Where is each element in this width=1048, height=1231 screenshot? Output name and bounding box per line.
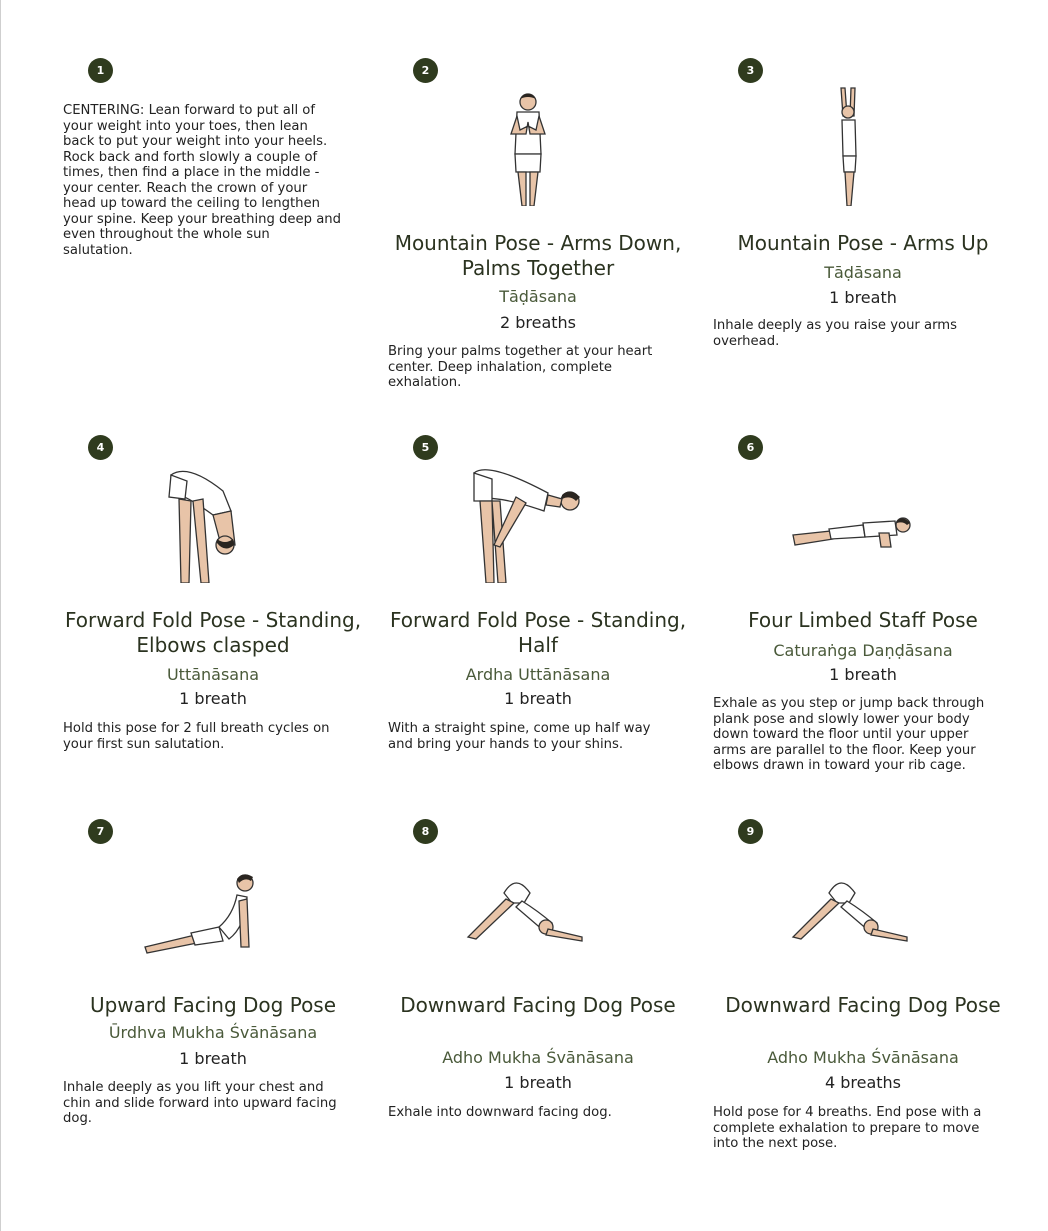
pose-breaths: 1 breath	[179, 1049, 247, 1068]
pose-description: Inhale deeply as you lift your chest and chin and slide forward into upward facing dog.	[63, 1080, 337, 1126]
pose-title: Downward Facing Dog Pose	[400, 993, 676, 1017]
pose-description: Exhale into downward facing dog.	[388, 1105, 612, 1120]
pose-sanskrit-name: Ūrdhva Mukha Śvānāsana	[108, 1023, 318, 1042]
pose-breaths: 1 breath	[829, 665, 897, 684]
page-edge	[0, 0, 1, 1231]
half-forward-fold-figure	[388, 453, 688, 583]
chaturanga-figure	[713, 453, 1013, 583]
step-number-badge: 5	[413, 435, 438, 460]
pose-sanskrit-name: Caturaṅga Daṇḍāsana	[773, 641, 953, 660]
step-number-badge: 1	[88, 58, 113, 83]
pose-breaths: 4 breaths	[824, 1073, 902, 1092]
pose-description: Inhale deeply as you raise your arms overhead.	[713, 318, 958, 349]
downward-dog-figure	[388, 837, 688, 967]
pose-description: Bring your palms together at your heart center. Deep inhalation, complete exhalation.	[388, 344, 653, 390]
pose-title: Mountain Pose - Arms Down, Palms Together	[394, 231, 682, 280]
pose-description: With a straight spine, come up half way and bring your hands to your shins.	[388, 721, 651, 752]
pose-breaths: 2 breaths	[499, 313, 577, 332]
pose-sanskrit-name: Ardha Uttānāsana	[465, 665, 611, 684]
pose-title: Four Limbed Staff Pose	[748, 608, 978, 632]
pose-title: Forward Fold Pose - Standing, Half	[389, 608, 687, 657]
pose-description: Exhale as you step or jump back through plank pose and slowly lower your body down toward the floor until your upper arms are parallel to the floor. Keep your elbows drawn in toward your rib cage.	[713, 696, 985, 773]
pose-title: Mountain Pose - Arms Up	[737, 231, 989, 255]
step-number-badge: 2	[413, 58, 438, 83]
pose-sanskrit-name: Adho Mukha Śvānāsana	[767, 1048, 959, 1067]
pose-breaths: 1 breath	[504, 1073, 572, 1092]
pose-breaths: 1 breath	[179, 689, 247, 708]
step-number-badge: 4	[88, 435, 113, 460]
pose-title: Upward Facing Dog Pose	[89, 993, 337, 1017]
step-number-badge: 6	[738, 435, 763, 460]
pose-sanskrit-name: Tāḍāsana	[824, 263, 902, 282]
forward-fold-figure	[63, 453, 363, 583]
pose-breaths: 1 breath	[504, 689, 572, 708]
pose-sanskrit-name: Adho Mukha Śvānāsana	[442, 1048, 634, 1067]
upward-dog-figure	[63, 837, 363, 967]
pose-title: Downward Facing Dog Pose	[725, 993, 1001, 1017]
step-number-badge: 7	[88, 819, 113, 844]
step-number-badge: 3	[738, 58, 763, 83]
mountain-arms-up-figure	[713, 76, 1013, 206]
centering-text: CENTERING: Lean forward to put all of your weight into your toes, then lean back to put your weight into your heels. Rock back and forth slowly a couple of times, then find a place in the middle - your center. Reach the crown of your head up toward the ceiling to lengthen your spine. Keep your breathing deep and even throughout the whole sun salutation.	[63, 103, 342, 258]
pose-description: Hold this pose for 2 full breath cycles on your first sun salutation.	[63, 721, 330, 752]
pose-description: Hold pose for 4 breaths. End pose with a complete exhalation to prepare to move into the next pose.	[713, 1105, 982, 1151]
pose-title: Forward Fold Pose - Standing, Elbows clasped	[64, 608, 362, 657]
step-number-badge: 8	[413, 819, 438, 844]
pose-sanskrit-name: Tāḍāsana	[499, 287, 577, 306]
pose-sanskrit-name: Uttānāsana	[166, 665, 260, 684]
downward-dog-figure	[713, 837, 1013, 967]
pose-breaths: 1 breath	[829, 288, 897, 307]
mountain-palms-together-figure	[388, 76, 688, 206]
step-number-badge: 9	[738, 819, 763, 844]
